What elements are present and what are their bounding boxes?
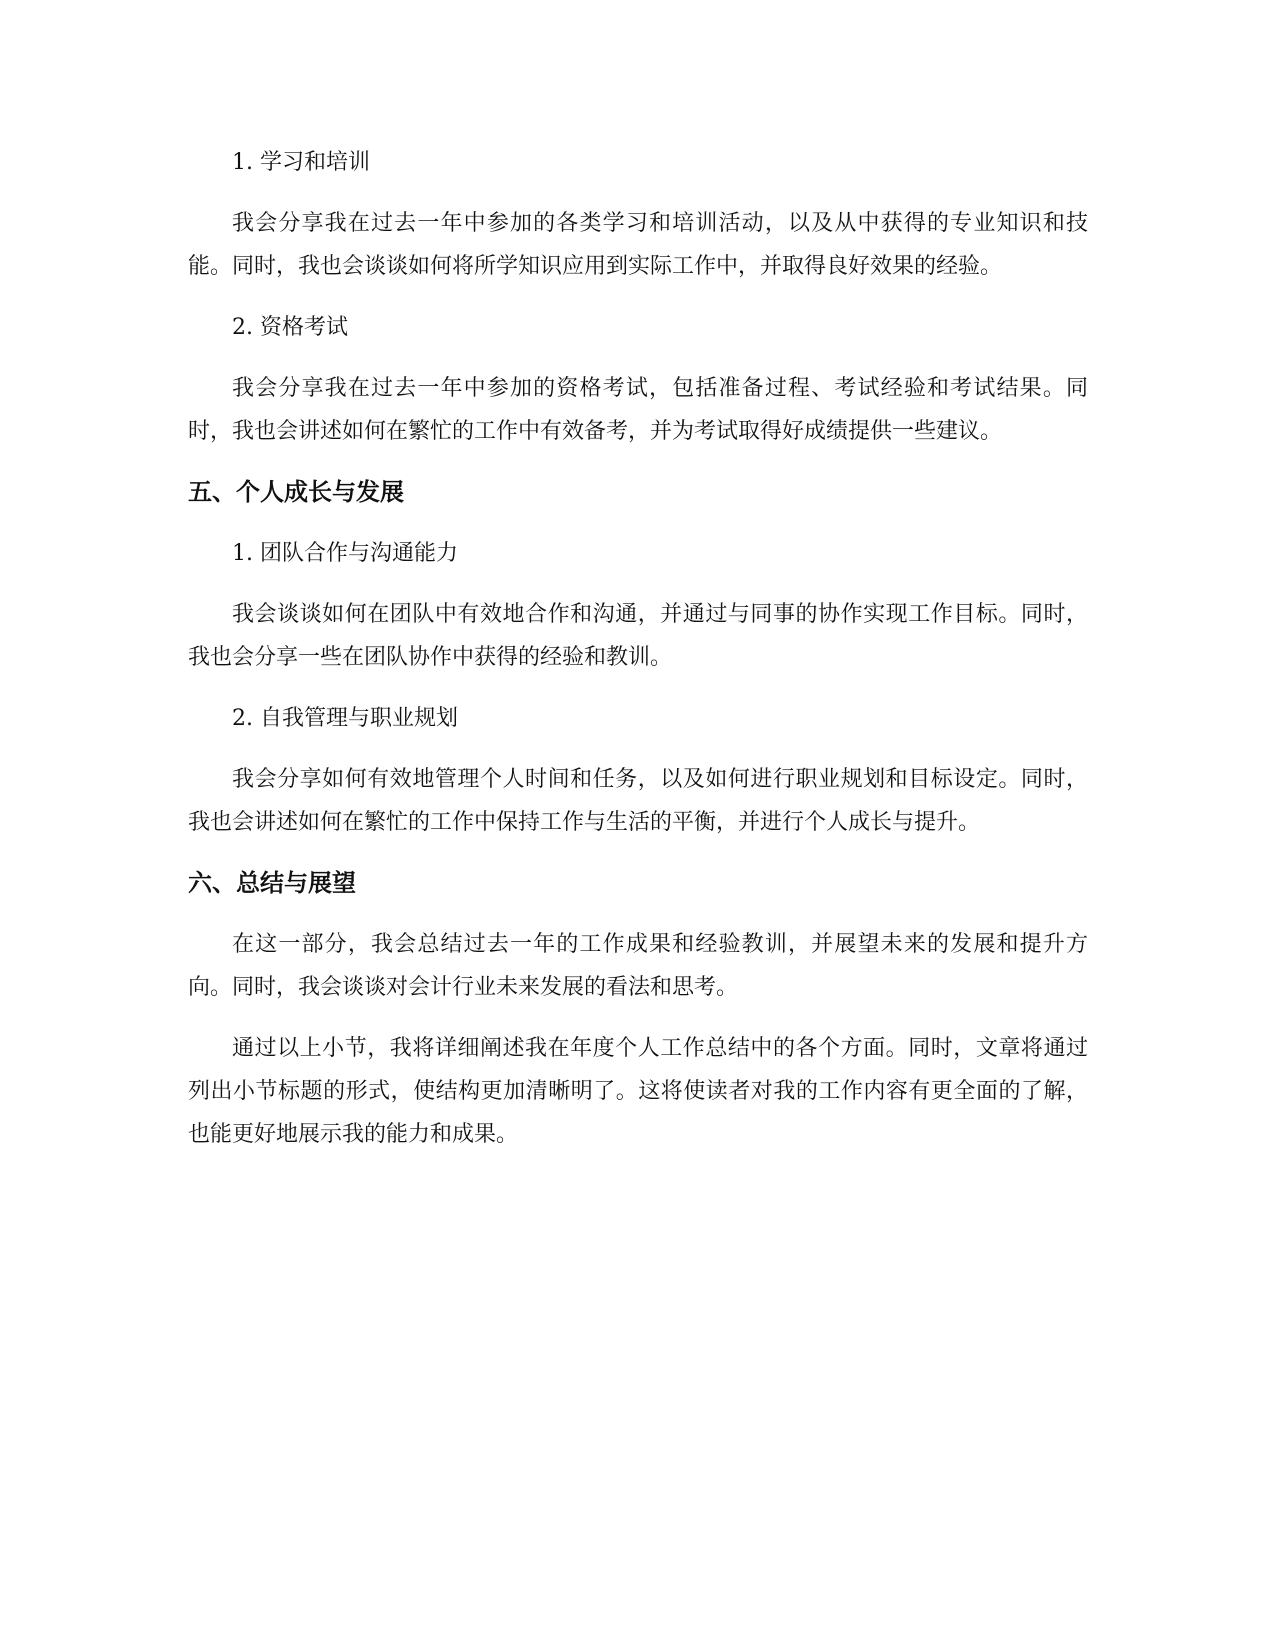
section-heading-summary-outlook: 六、总结与展望 [188,869,356,897]
document-body [188,141,1088,1174]
paragraph-qualification-exam: 我会分享我在过去一年中参加的资格考试，包括准备过程、考试经验和考试结果。同时，我也会讲述如何在繁忙的工作中有效备考，并为考试取得好成绩提供一些建议。 [188,376,1088,444]
paragraph-conclusion: 通过以上小节，我将详细阐述我在年度个人工作总结中的各个方面。同时，文章将通过列出小节标题的形式，使结构更加清晰明了。这将使读者对我的工作内容有更全面的了解，也能更好地展示我的能力和成果。 [188,1036,1088,1147]
paragraph-self-management: 我会分享如何有效地管理个人时间和任务，以及如何进行职业规划和目标设定。同时，我也会讲述如何在繁忙的工作中保持工作与生活的平衡，并进行个人成长与提升。 [188,767,1088,835]
subheading-qualification-exam: 2. 资格考试 [232,315,348,340]
paragraph-learning-training: 我会分享我在过去一年中参加的各类学习和培训活动，以及从中获得的专业知识和技能。同时，我也会谈谈如何将所学知识应用到实际工作中，并取得良好效果的经验。 [188,211,1088,279]
subheading-learning-training: 1. 学习和培训 [232,150,370,175]
paragraph-summary: 在这一部分，我会总结过去一年的工作成果和经验教训，并展望未来的发展和提升方向。同时，我会谈谈对会计行业未来发展的看法和思考。 [188,932,1088,1000]
paragraph-teamwork: 我会谈谈如何在团队中有效地合作和沟通，并通过与同事的协作实现工作目标。同时，我也会分享一些在团队协作中获得的经验和教训。 [188,602,1088,670]
subheading-self-management: 2. 自我管理与职业规划 [232,706,458,731]
subheading-teamwork: 1. 团队合作与沟通能力 [232,541,458,566]
section-heading-personal-growth: 五、个人成长与发展 [188,478,404,506]
